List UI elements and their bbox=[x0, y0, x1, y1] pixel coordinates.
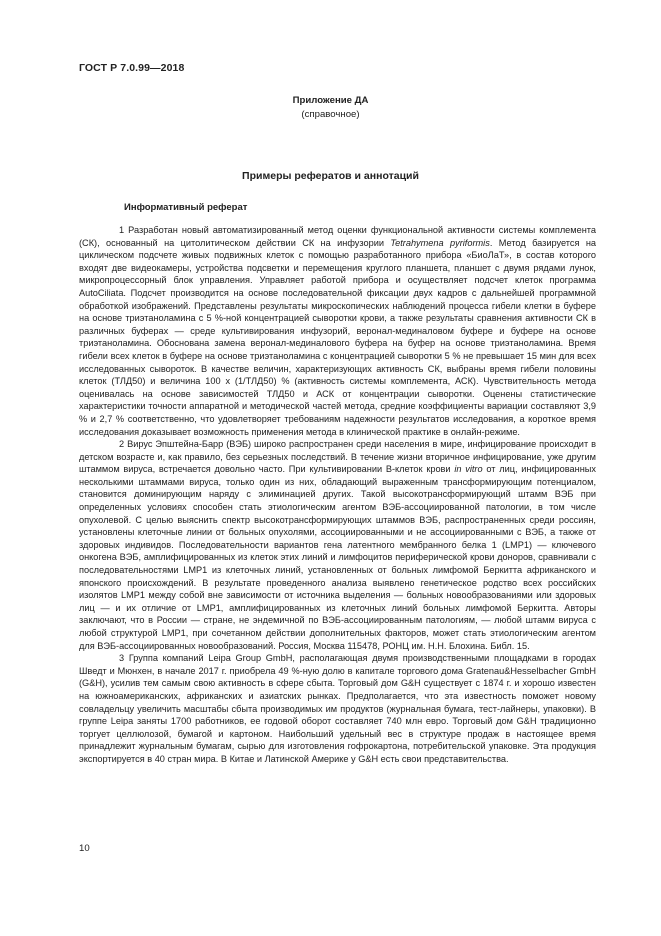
section-title: Примеры рефератов и аннотаций bbox=[242, 170, 419, 182]
paragraph-1-italic: Tetrahymena pyriformis bbox=[390, 237, 490, 248]
paragraph-1-text-start: 1 Разработан новый автоматизированный метод оценки функциональной активности системы комплемента (СК), основанный на цитолитическом действии СК на инфузории bbox=[79, 225, 596, 248]
paragraph-2 bbox=[79, 438, 596, 652]
paragraph-1 bbox=[79, 224, 596, 438]
appendix-note: (справочное) bbox=[301, 109, 360, 120]
paragraph-2-text-end: от лиц, инфицированных несколькими штаммами вируса, только один из них, обладающий выраженным трансформирующим потенциалом, становится доминирующим наряду с элиминацией других. Такой высокотрансформирующий штамм ВЭБ при определенных условиях способен стать этиологическим агентом ВЭБ-ассоциированной патологии, в том числе опухолевой. С целью выяснить спектр высокотрансформирующих штаммов ВЭБ, распространенных среди россиян, установлены клеточные линии от больных опухолями, ассоциированными и не ассоциированными с ВЭБ, а также от здоровых индивидов. Последовательности вариантов гена латентного мембранного белка 1 (LMP1) — ключевого онкогена ВЭБ, амплифицированных из клеток этих линий и лимфоцитов периферической крови доноров, сравнивали с последовательностями LMP1 из клеточных линий, установленных от больных лимфомой Беркитта африканского и японского происхождений. В результате проведенного анализа выявлено генетическое родство всех российских изолятов LMP1 между собой вне зависимости от источника выделения — больных новообразованиями или здоровых лиц — и их отличие от LMP1, амплифицированных из клеточных линий больных лимфомой Беркитта. Авторы заключают, что в России — стране, не эндемичной по ВЭБ-ассоциированным патологиям, — любой штамм вируса с любой структурой LMP1, при сочетанном действии дополнительных факторов, может стать этиологическим агентом для ВЭБ-ассоциированных новообразований. Россия, Москва 115478, РОНЦ им. Н.Н. Блохина. Библ. 15. bbox=[79, 464, 597, 651]
paragraph-2-text-start: 2 Вирус Эпштейна-Барр (ВЭБ) широко распространен среди населения в мире, инфицирование происходит в детском возрасте и, как правило, без серьезных последствий. В течение жизни вторичное инфицирование, уже другим штаммом вируса, встречается довольно часто. При культивировании В-клеток крови bbox=[79, 439, 596, 475]
paragraph-3 bbox=[79, 652, 596, 765]
paragraph-2-italic: in vitro bbox=[454, 464, 483, 475]
document-header: ГОСТ Р 7.0.99—2018 bbox=[79, 62, 185, 74]
appendix-heading bbox=[0, 94, 661, 122]
appendix-title: Приложение ДА bbox=[292, 95, 369, 106]
document-body bbox=[79, 224, 596, 766]
page-number: 10 bbox=[79, 843, 90, 854]
paragraph-3-text-start: 3 Группа компаний Leipa Group GmbH, располагающая двумя производственными площадками в городах Шведт и Мюнхен, в начале 2017 г. приобрела 49 %-ную долю в капитале торгового дома Gratenau&Hesselbacher GmbH (G&H), усилив тем самым свою активность в сфере сбыта. Торговый дом G&H существует с 1874 г. и хорошо известен на южноамериканских, африканских и азиатских рынках. Предполагается, что эта известность поможет новому совладельцу увеличить масштабы сбыта производимых им продуктов (журнальная бумага, тест-лайнеры, упаковки). В группе Leipa заняты 1700 работников, ее годовой оборот составляет 740 млн евро. Торговый дом G&H традиционно торгует целлюлозой, бумагой и картоном. Наибольший удельный вес в структуре продаж в настоящее время принадлежит журнальным бумагам, сырью для изготовления гофрокартона, потребительской упаковке. Эта продукция экспортируется в 40 стран мира. В Китае и Латинской Америке у G&H есть свои представительства. bbox=[79, 653, 596, 764]
subsection-title: Информативный реферат bbox=[124, 202, 248, 213]
paragraph-1-text-end: . Метод базируется на цикличеcком подсчете живых подвижных клеток с помощью разработанного прибора «БиоЛаТ», в состав которого входят две видеокамеры, устройства подсветки и перемещения круглого планшета, планшет с двумя рядами лунок, микропроцессорный блок управления. Управляет работой прибора и осуществляет подсчет клеток программа AutoCiliata. Подсчет производится на основе последовательной фиксации двух кадров с дальнейшей программной обработкой изображений. Представлены результаты микроскопических наблюдений процесса гибели клетки в буфере на основе триэтаноламина с 5 %-ной концентрацией сыворотки крови, а также результаты сравнения активности СК в различных буферах — среде культивирования инфузорий, веронал-мединаловом буфере и буфере на основе триэтаноламина. Обоснована замена веронал-мединалового буфера на буфер на основе триэтаноламина. Время гибели всех клеток в буфере на основе триэтаноламина с концентрацией сыворотки 5 % не превышает 15 мин для всех исследованных сывороток. В качестве величин, характеризующих активность СК, выбраны время гибели половины клеток (ТЛД50) и величина 100 х (1/ТЛД50) % (активность системы комплемента, АСК). Чувствительность метода оценивалась на основе зависимостей ТЛД50 и АСК от концентрации сыворотки. Оценены статистические характеристики точности аппаратной и методической частей метода, средние коэффициенты вариации составляют 3,9 % и 2,7 % соответственно, что удовлетворяет требованиям надежности результатов исследования, а короткое время исследования доказывает возможность применения метода в клинической практике в онлайн-режиме. bbox=[79, 237, 596, 437]
